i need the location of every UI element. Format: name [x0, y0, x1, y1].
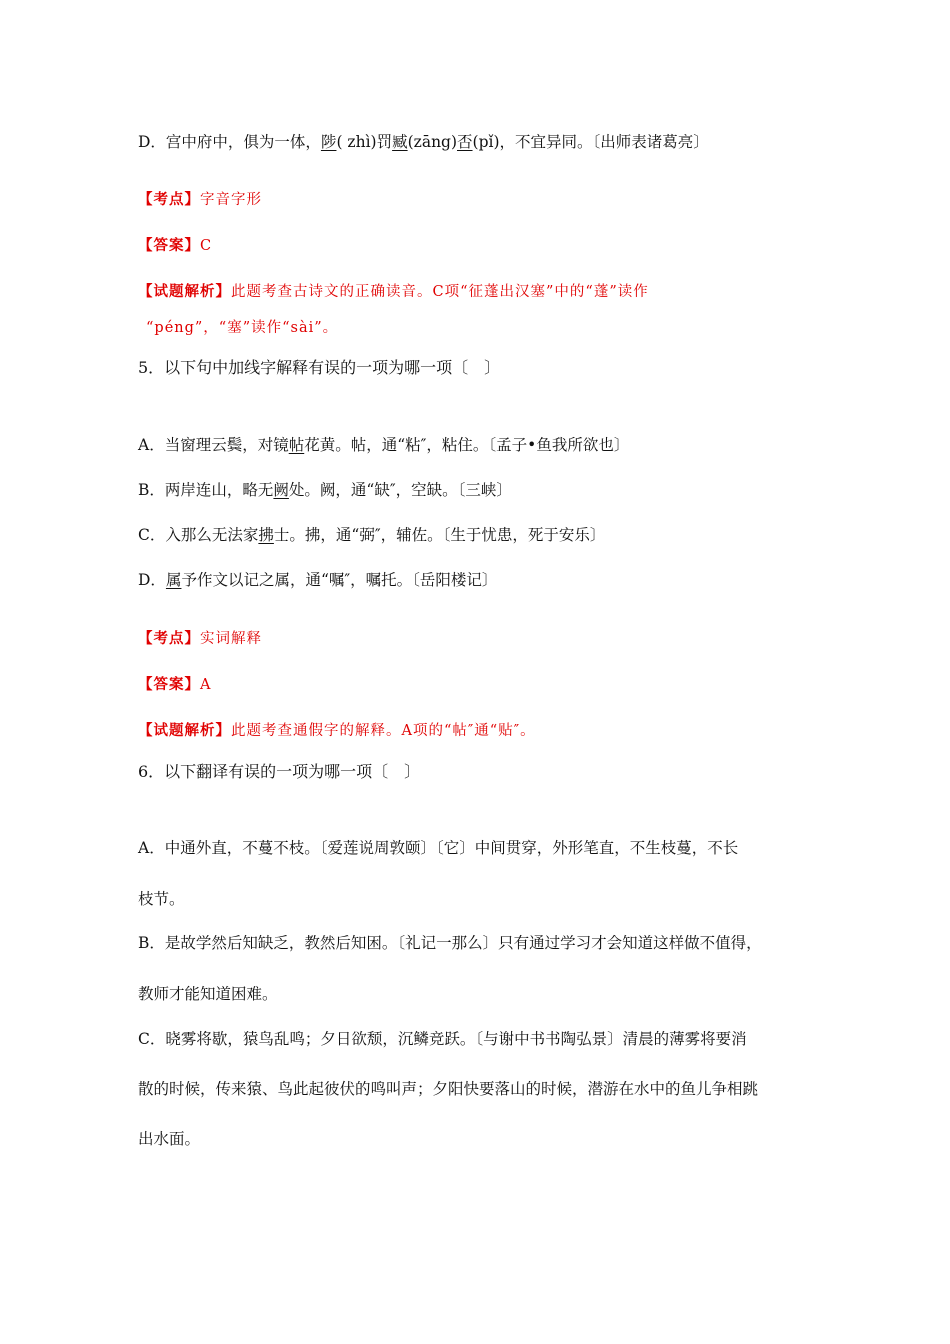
q6-option-c-line3: 出水面。: [138, 1130, 201, 1148]
underlined-char: 拂: [258, 526, 274, 544]
q5-option-a: [138, 435, 629, 455]
q6-option-c-line2: 散的时候，传来猿、鸟此起彼伏的鸣叫声；夕阳快要落山的时候，潜游在水中的鱼儿争相跳: [138, 1080, 759, 1098]
q5-kaodian: [138, 629, 262, 649]
pinyin: ( zhì)罚: [336, 133, 393, 151]
option-text: B．两岸连山，略无: [138, 481, 274, 499]
kaodian-tag: 【考点】: [138, 630, 200, 647]
underlined-char: 帖: [288, 436, 305, 454]
kaodian-tag: 【考点】: [138, 191, 200, 208]
answer-tag: 【答案】: [138, 237, 200, 254]
q4-kaodian: [138, 190, 262, 210]
option-text: A．当窗理云鬓，对镜: [138, 436, 289, 454]
answer-tag: 【答案】: [138, 676, 200, 693]
option-text: 花黄。帖，通“粘″，粘住。〔孟子•鱼我所欲也〕: [304, 436, 630, 454]
underlined-char: 属: [165, 571, 182, 589]
answer-text: A: [200, 677, 212, 693]
pinyin: (zāng): [407, 133, 458, 151]
q5-option-c: [138, 525, 605, 545]
q6-stem: 6．以下翻译有误的一项为哪一项〔 〕: [138, 762, 421, 781]
kaodian-text: 实词解释: [200, 631, 262, 647]
q5-option-d: [138, 570, 497, 590]
option-text: C．入那么无法家: [138, 526, 259, 544]
answer-text: C: [200, 238, 213, 254]
jiexi-text: 此题考查古诗文的正确读音。C项“征蓬出汉塞”中的“蓬”读作: [231, 284, 649, 300]
option-text: D．宫中府中，俱为一体，: [138, 133, 321, 151]
q6-option-b-line1: B．是故学然后知缺乏，教然后知困。〔礼记一那么〕只有通过学习才会知道这样做不值得，: [138, 934, 762, 952]
option-text: 处。阙，通“缺″，空缺。〔三峡〕: [288, 481, 512, 499]
q6-option-a-line1: A．中通外直，不蔓不枝。〔爱莲说周敦颐〕〔它〕中间贯穿，外形笔直，不生枝蔓，不长: [138, 839, 739, 857]
jiexi-text: 此题考查通假字的解释。A项的“帖″通“贴″。: [231, 723, 536, 739]
q6-option-c-line1: C．晓雾将歇，猿鸟乱鸣；夕日欲颓，沉鳞竞跃。〔与谢中书书陶弘景〕清晨的薄雾将要消: [138, 1030, 747, 1048]
jiexi-tag: 【试题解析】: [138, 722, 231, 739]
option-text: 士。拂，通“弼″，辅佐。〔生于忧患，死于安乐〕: [273, 526, 606, 544]
q6-option-a-line2: 枝节。: [138, 890, 185, 908]
q5-stem: 5．以下句中加线字解释有误的一项为哪一项〔 〕: [138, 358, 501, 377]
q4-answer: [138, 236, 212, 256]
underlined-char: 臧: [392, 133, 408, 151]
q4-option-d: [138, 132, 709, 152]
q4-jiexi-line2: “péng”，“塞”读作“sài”。: [146, 320, 339, 336]
underlined-char: 否: [457, 133, 473, 151]
q5-answer: [138, 675, 211, 695]
q4-jiexi-line1: [138, 282, 649, 302]
q5-option-b: [138, 480, 512, 500]
q6-option-b-line2: 教师才能知道困难。: [138, 985, 278, 1003]
option-text: 予作文以记之属，通“嘱″，嘱托。〔岳阳楼记〕: [181, 571, 498, 589]
option-text: D．: [138, 571, 166, 589]
underlined-char: 阙: [273, 481, 289, 499]
underlined-char: 陟: [320, 133, 337, 151]
pinyin: (pǐ)，不宜异同。〔出师表诸葛亮〕: [472, 133, 709, 151]
q5-jiexi: [138, 721, 536, 741]
kaodian-text: 字音字形: [200, 192, 262, 208]
jiexi-tag: 【试题解析】: [138, 283, 231, 300]
